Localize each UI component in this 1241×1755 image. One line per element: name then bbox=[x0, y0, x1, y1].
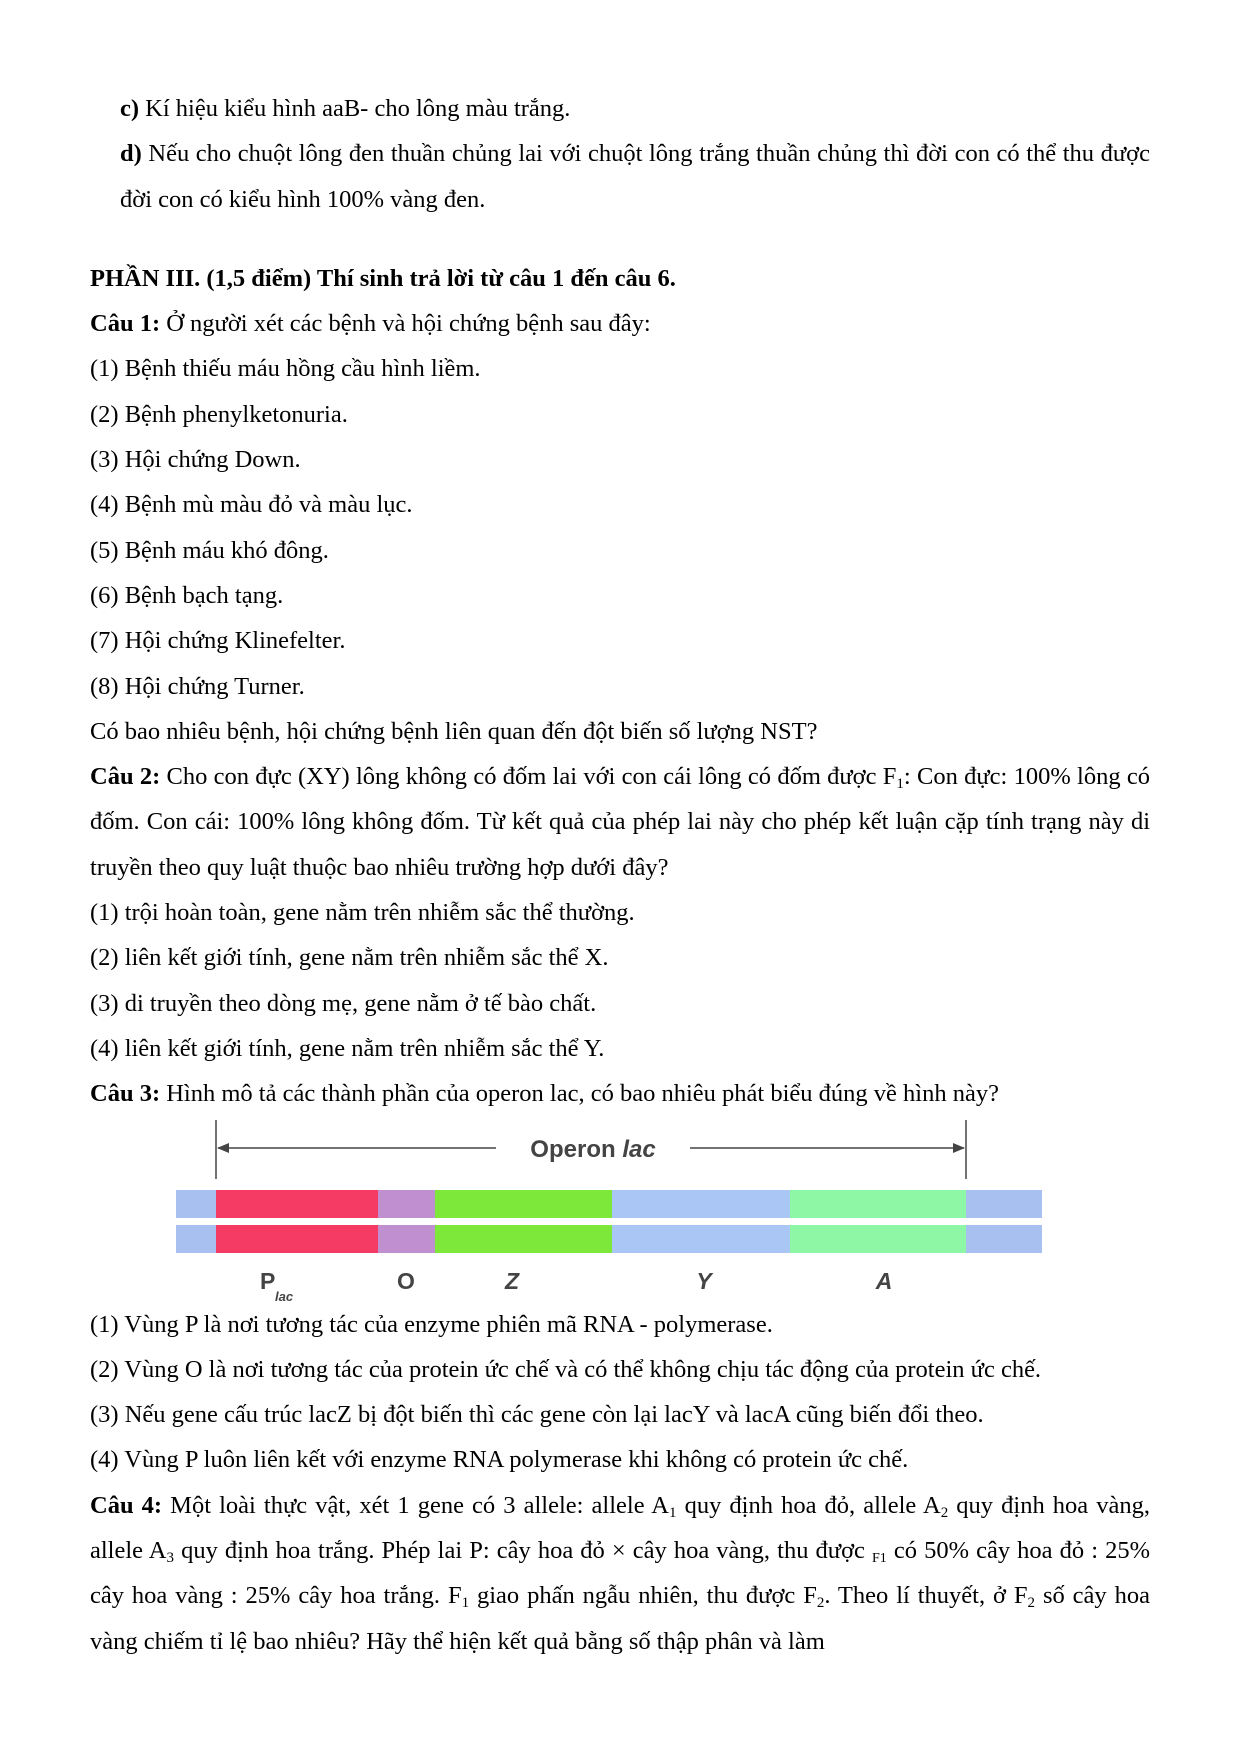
question-4-text: quy định hoa trắng. Phép lai P: cây hoa đỏ × cây hoa vàng, thu được bbox=[173, 1537, 872, 1565]
question-2-item: (1) trội hoàn toàn, gene nằm trên nhiễm sắc thể thường. bbox=[90, 899, 635, 927]
question-3-item: (3) Nếu gene cấu trúc lacZ bị đột biến thì các gene còn lại lacY và lacA cũng biến đổi theo. bbox=[90, 1401, 984, 1429]
operon-diagram bbox=[90, 1117, 1150, 1302]
operator-region-upper bbox=[378, 1190, 435, 1218]
question-2-item: (4) liên kết giới tính, gene nằm trên nhiễm sắc thể Y. bbox=[90, 1034, 605, 1062]
section-gap bbox=[90, 222, 1150, 256]
promoter-region-lower bbox=[216, 1225, 378, 1253]
question-1-label: Câu 1: bbox=[90, 310, 161, 338]
question-4-sub: 2 bbox=[940, 1504, 949, 1521]
statement-d-label: d) bbox=[120, 140, 142, 168]
question-4-text: giao phấn ngẫu nhiên, thu được F bbox=[469, 1582, 817, 1610]
promoter-label-sub: lac bbox=[275, 1288, 294, 1302]
question-2-text-b: : Con đực: 100% lông có đốm. Con cái: 100% lông không đốm. Từ kết quả của phép lai này cho phép kết luận cặp tính trạng này di truyền theo quy luật thuộc bao nhiêu trường hợp dưới đây? bbox=[90, 763, 1150, 881]
question-1-item: (5) Bệnh máu khó đông. bbox=[90, 536, 329, 564]
question-1-item: (3) Hội chứng Down. bbox=[90, 446, 301, 474]
question-3-item: (4) Vùng P luôn liên kết với enzyme RNA polymerase khi không có protein ức chế. bbox=[90, 1446, 909, 1474]
question-4-text: quy định hoa vàng, allele A bbox=[90, 1491, 1150, 1565]
question-1-item: (8) Hội chứng Turner. bbox=[90, 672, 305, 700]
question-4-prompt bbox=[90, 1483, 1150, 1664]
flank-left-lower bbox=[176, 1225, 216, 1253]
question-1-item: (2) Bệnh phenylketonuria. bbox=[90, 400, 348, 428]
question-4-text: có 50% cây hoa đỏ : 25% cây hoa vàng : 25% cây hoa trắng. F bbox=[90, 1537, 1151, 1610]
question-1-item: (7) Hội chứng Klinefelter. bbox=[90, 627, 346, 655]
laca-label: A bbox=[875, 1267, 893, 1294]
question-4-text: quy định hoa đỏ, allele A bbox=[676, 1491, 941, 1519]
part-3-heading-text: PHẦN III. (1,5 điểm) Thí sinh trả lời từ câu 1 đến câu 6. bbox=[90, 264, 676, 292]
question-4-sub: F1 bbox=[871, 1551, 887, 1567]
question-3-item: (1) Vùng P là nơi tương tác của enzyme phiên mã RNA - polymerase. bbox=[90, 1310, 773, 1338]
operon-arrow-left-head bbox=[217, 1143, 229, 1153]
question-4-sub: 3 bbox=[166, 1550, 174, 1567]
lacy-gene-lower bbox=[612, 1225, 790, 1253]
question-4-sub: 2 bbox=[1027, 1595, 1036, 1612]
question-3-text: Hình mô tả các thành phần của operon lac, có bao nhiêu phát biểu đúng về hình này? bbox=[160, 1080, 999, 1108]
question-3-item: (2) Vùng O là nơi tương tác của protein ức chế và có thể không chịu tác động của protein ức chế. bbox=[90, 1355, 1042, 1383]
question-1-text: Ở người xét các bệnh và hội chứng bệnh sau đây: bbox=[160, 310, 651, 338]
question-4-sub: 1 bbox=[461, 1595, 470, 1612]
laca-gene-lower bbox=[790, 1225, 966, 1253]
question-2-item: (3) di truyền theo dòng mẹ, gene nằm ở tế bào chất. bbox=[90, 989, 597, 1017]
operon-lac-figure bbox=[90, 1117, 1150, 1302]
lacz-gene-upper bbox=[435, 1190, 612, 1218]
question-4-sub: 2 bbox=[816, 1595, 825, 1612]
question-1-item: (6) Bệnh bạch tạng. bbox=[90, 581, 284, 609]
question-2-label: Câu 2: bbox=[90, 763, 161, 791]
operator-label: O bbox=[397, 1267, 415, 1294]
statement-d bbox=[90, 131, 1150, 222]
laca-gene-upper bbox=[790, 1190, 966, 1218]
flank-left-upper bbox=[176, 1190, 216, 1218]
flank-right-upper bbox=[966, 1190, 1042, 1218]
dna-strand-lower bbox=[176, 1225, 1042, 1253]
question-1-question: Có bao nhiêu bệnh, hội chứng bệnh liên quan đến đột biến số lượng NST? bbox=[90, 717, 818, 745]
question-3-prompt bbox=[90, 1071, 1150, 1116]
question-1-prompt bbox=[90, 301, 1150, 346]
lacy-label: Y bbox=[696, 1267, 712, 1294]
question-4-text: . Theo lí thuyết, ở F bbox=[824, 1582, 1028, 1610]
question-2-text-a: Cho con đực (XY) lông không có đốm lai với con cái lông có đốm được F bbox=[160, 763, 897, 791]
dna-strand-upper bbox=[176, 1190, 1042, 1218]
flank-right-lower bbox=[966, 1225, 1042, 1253]
statement-d-text: Nếu cho chuột lông đen thuần chủng lai với chuột lông trắng thuần chủng thì đời con có thể thu được đời con có kiểu hình 100% vàng đen. bbox=[120, 140, 1150, 213]
statement-c-text: Kí hiệu kiểu hình aaB- cho lông màu trắng. bbox=[139, 95, 571, 122]
question-1-item: (4) Bệnh mù màu đỏ và màu lục. bbox=[90, 491, 413, 519]
question-3-label: Câu 3: bbox=[90, 1080, 161, 1108]
promoter-label: P bbox=[260, 1267, 276, 1294]
question-4-sub: 1 bbox=[669, 1504, 677, 1521]
question-2-item: (2) liên kết giới tính, gene nằm trên nhiễm sắc thể X. bbox=[90, 944, 609, 972]
lacz-gene-lower bbox=[435, 1225, 612, 1253]
operon-title: Operon lac bbox=[530, 1135, 656, 1163]
statement-c-label: c) bbox=[120, 95, 140, 122]
question-4-text: số cây hoa vàng chiếm tỉ lệ bao nhiêu? Hãy thể hiện kết quả bằng số thập phân và làm bbox=[90, 1582, 1150, 1655]
question-4-label: Câu 4: bbox=[90, 1491, 163, 1519]
question-4-text: Một loài thực vật, xét 1 gene có 3 allele: allele A bbox=[162, 1491, 669, 1519]
question-2-sub: 1 bbox=[896, 776, 904, 793]
question-2-prompt bbox=[90, 754, 1150, 890]
question-1-item: (1) Bệnh thiếu máu hồng cầu hình liềm. bbox=[90, 355, 481, 383]
document-page bbox=[90, 86, 1150, 1664]
operon-arrow-right-head bbox=[953, 1143, 965, 1153]
part-3-heading bbox=[90, 256, 1150, 301]
statement-c bbox=[90, 86, 1150, 131]
promoter-region-upper bbox=[216, 1190, 378, 1218]
operator-region-lower bbox=[378, 1225, 435, 1253]
lacz-label: Z bbox=[504, 1267, 520, 1294]
lacy-gene-upper bbox=[612, 1190, 790, 1218]
